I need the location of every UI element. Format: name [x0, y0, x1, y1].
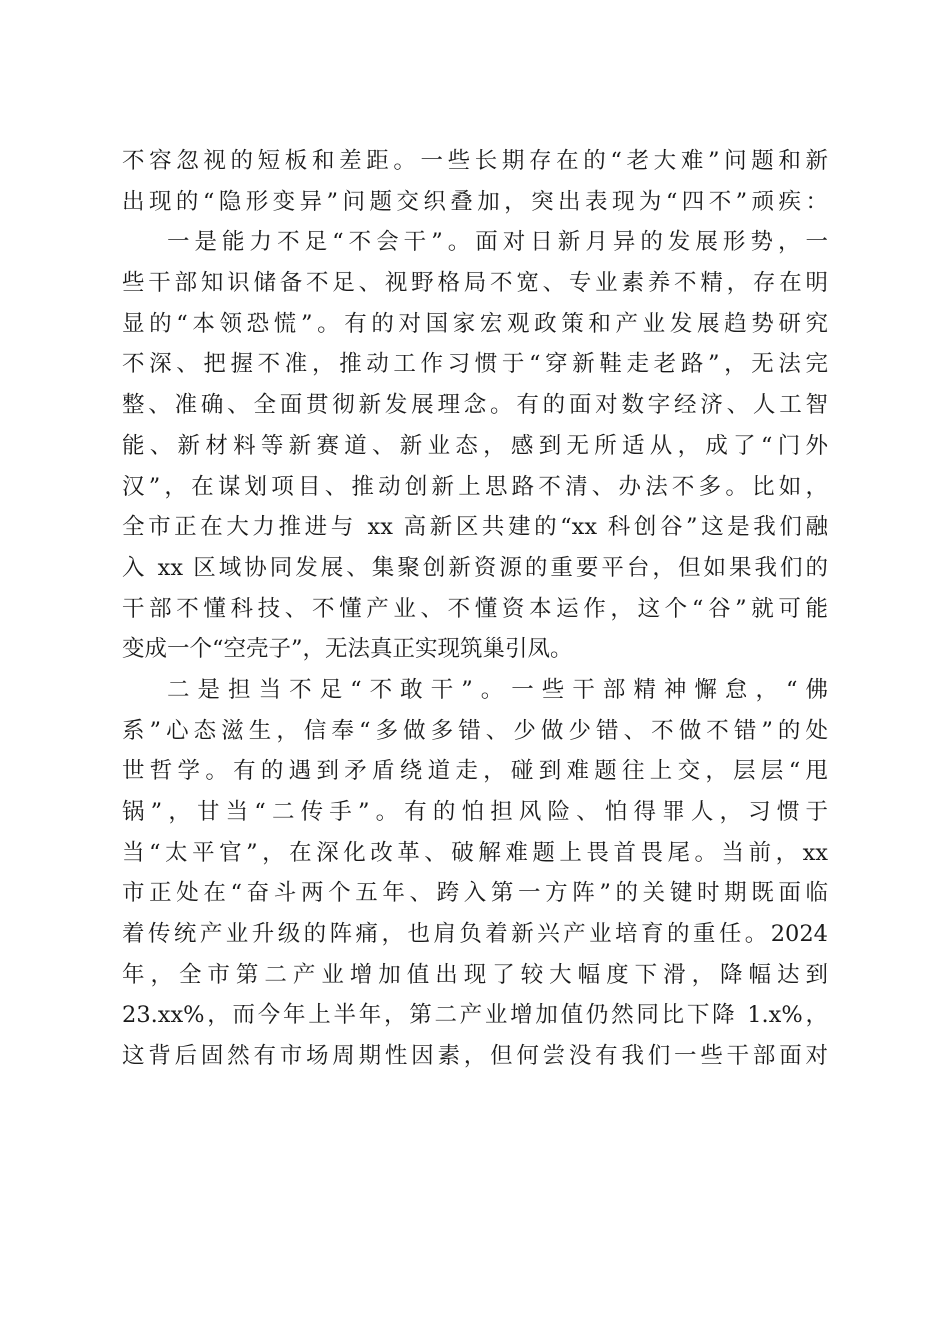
text-line: 能、新材料等新赛道、新业态，感到无所适从，成了“门外: [122, 432, 828, 459]
text-line: 年，全市第二产业增加值出现了较大幅度下滑，降幅达到: [122, 961, 828, 988]
text-line: 全市正在大力推进与 xx 高新区共建的“xx 科创谷”这是我们融: [122, 514, 828, 541]
text-line: 世哲学。有的遇到矛盾绕道走，碰到难题往上交，层层“甩: [122, 758, 828, 785]
text-line: 整、准确、全面贯彻新发展理念。有的面对数字经济、人工智: [122, 392, 828, 419]
paragraph-start-line: 一是能力不足“不会干”。面对日新月异的发展形势，一: [167, 229, 828, 256]
paragraph-end-line: 变成一个“空壳子”，无法真正实现筑巢引凤。: [122, 636, 573, 663]
text-line: 干部不懂科技、不懂产业、不懂资本运作，这个“谷”就可能: [122, 595, 828, 622]
text-line: 系”心态滋生，信奉“多做多错、少做少错、不做不错”的处: [122, 717, 828, 744]
text-line: 着传统产业升级的阵痛，也肩负着新兴产业培育的重任。2024: [122, 921, 828, 948]
text-line: 当“太平官”，在深化改革、破解难题上畏首畏尾。当前，xx: [122, 839, 828, 866]
text-line: 这背后固然有市场周期性因素，但何尝没有我们一些干部面对: [122, 1043, 828, 1070]
text-line: 显的“本领恐慌”。有的对国家宏观政策和产业发展趋势研究: [122, 310, 828, 337]
text-line: 23.xx%，而今年上半年，第二产业增加值仍然同比下降 1.x%，: [122, 1002, 828, 1029]
text-line: 不深、把握不准，推动工作习惯于“穿新鞋走老路”，无法完: [122, 351, 828, 378]
text-line: 些干部知识储备不足、视野格局不宽、专业素养不精，存在明: [122, 270, 828, 297]
text-line: 不容忽视的短板和差距。一些长期存在的“老大难”问题和新: [122, 148, 828, 174]
text-line: 市正处在“奋斗两个五年、跨入第一方阵”的关键时期既面临: [122, 880, 828, 907]
text-line: 入 xx 区域协同发展、集聚创新资源的重要平台，但如果我们的: [122, 554, 828, 581]
body-text: [122, 141, 828, 1077]
paragraph-start-line: 二是担当不足“不敢干”。一些干部精神懈怠，“佛: [167, 676, 828, 703]
text-line: 汉”，在谋划项目、推动创新上思路不清、办法不多。比如，: [122, 473, 828, 500]
text-line: 锅”，甘当“二传手”。有的怕担风险、怕得罪人，习惯于: [122, 799, 828, 825]
text-line: 出现的“隐形变异”问题交织叠加，突出表现为“四不”顽疾：: [122, 188, 828, 215]
